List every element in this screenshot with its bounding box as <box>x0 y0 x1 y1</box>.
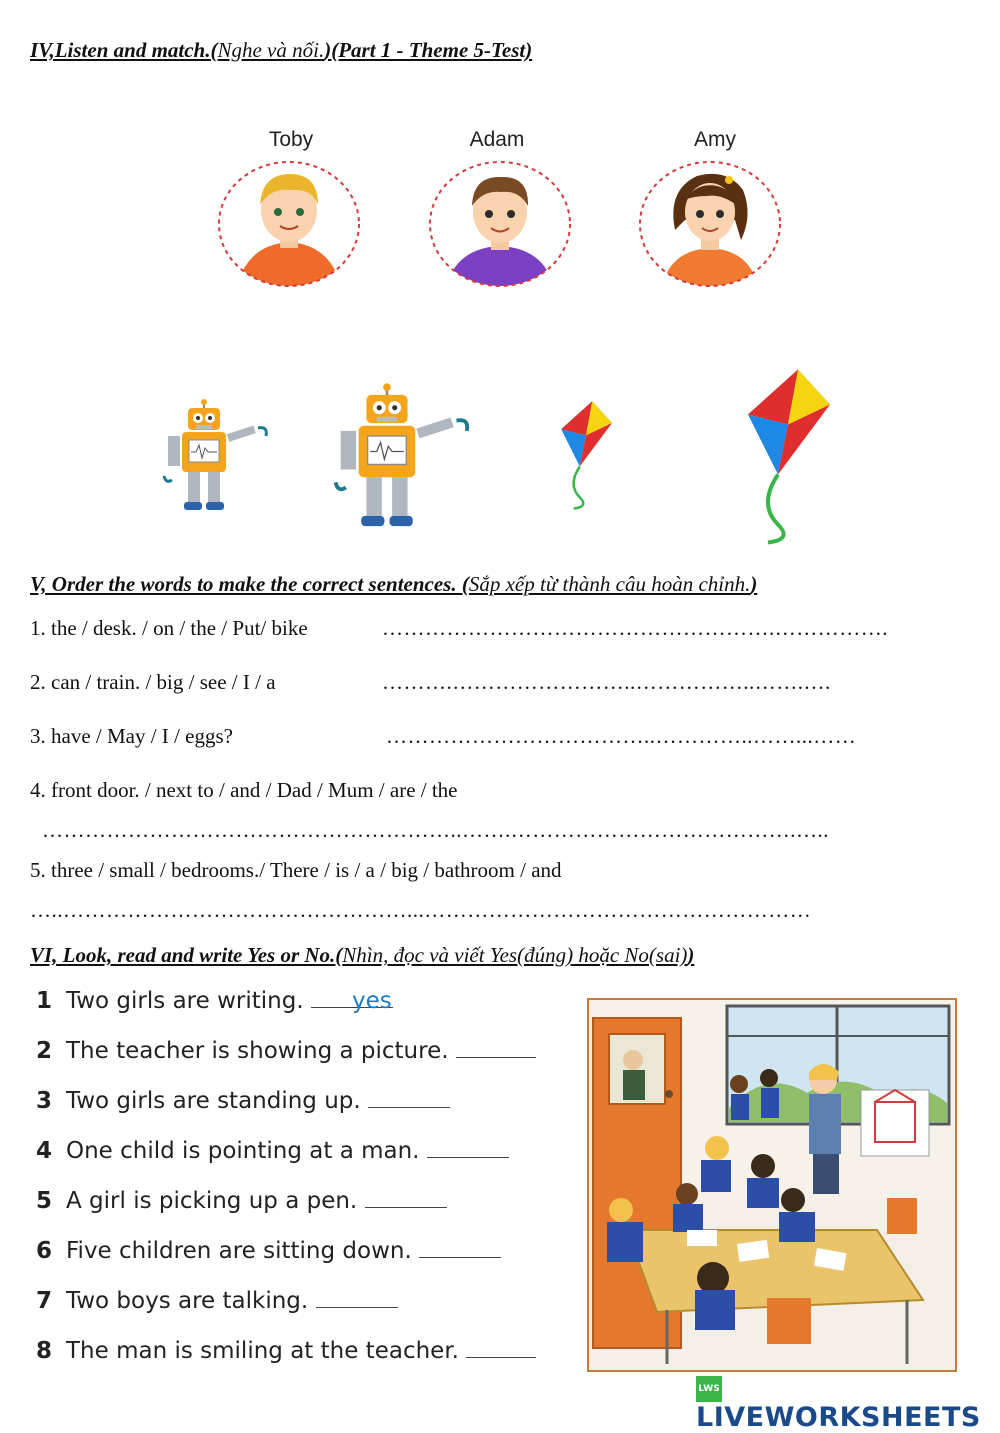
item-text: Two boys are talking. <box>66 1288 309 1314</box>
answer-blank-5[interactable] <box>365 1203 447 1208</box>
item-number: 4 <box>36 1138 53 1164</box>
order-answer-line-3[interactable]: ………………………………..…………..……...…… <box>386 724 857 748</box>
section-5-heading-main: V, Order the words to make the correct sentences. ( <box>30 572 469 596</box>
order-answer-line-5[interactable]: …..…………………………………………...……………………………………………… <box>30 898 812 922</box>
yes-no-item-1 <box>36 988 393 1014</box>
section-4-heading-main: IV,Listen and match.( <box>30 38 218 62</box>
item-number: 8 <box>36 1338 53 1364</box>
answer-blank-4[interactable] <box>427 1153 509 1158</box>
section-4-heading-tail: )(Part 1 - Theme 5-Test) <box>324 38 533 62</box>
section-5-heading-tail: ) <box>750 572 758 596</box>
item-text: One child is pointing at a man. <box>66 1138 420 1164</box>
yes-no-item-8 <box>36 1338 536 1364</box>
yes-no-item-2 <box>36 1038 536 1064</box>
yes-no-item-7 <box>36 1288 398 1314</box>
item-number: 5 <box>36 1188 53 1214</box>
order-answer-line-4[interactable]: …………………………………………………..…….………………………………….….. <box>42 818 829 842</box>
item-number: 2 <box>36 1038 53 1064</box>
answer-blank-6[interactable] <box>419 1253 501 1258</box>
item-text: A girl is picking up a pen. <box>66 1188 358 1214</box>
amy-portrait[interactable] <box>637 160 783 290</box>
answer-value-1: yes <box>352 988 392 1014</box>
big-kite-picture[interactable] <box>738 362 838 547</box>
small-robot-picture[interactable] <box>160 398 276 513</box>
item-text: The teacher is showing a picture. <box>66 1038 449 1064</box>
item-text: Two girls are standing up. <box>66 1088 361 1114</box>
liveworksheets-wordmark: LIVEWORKSHEETS <box>696 1402 981 1433</box>
item-text: Five children are sitting down. <box>66 1238 412 1264</box>
yes-no-item-4 <box>36 1138 509 1164</box>
name-toby: Toby <box>268 128 314 151</box>
yes-no-item-6 <box>36 1238 501 1264</box>
liveworksheets-logo[interactable] <box>696 1376 1000 1433</box>
section-6-heading <box>30 943 694 968</box>
item-number: 6 <box>36 1238 53 1264</box>
order-item-5: 5. three / small / bedrooms./ There / is / a / big / bathroom / and <box>30 858 562 882</box>
item-number: 3 <box>36 1088 53 1114</box>
yes-no-item-5 <box>36 1188 447 1214</box>
answer-blank-7[interactable] <box>316 1303 398 1308</box>
item-number: 1 <box>36 988 53 1014</box>
order-item-4: 4. front door. / next to / and / Dad / Mum / are / the <box>30 778 458 802</box>
answer-blank-2[interactable] <box>456 1053 536 1058</box>
item-text: Two girls are writing. <box>66 988 304 1014</box>
section-5-heading-vietnamese: Sắp xếp từ thành câu hoàn chỉnh. <box>468 572 751 596</box>
toby-portrait[interactable] <box>216 160 362 290</box>
item-number: 7 <box>36 1288 53 1314</box>
item-text: The man is smiling at the teacher. <box>66 1338 459 1364</box>
order-item-1: 1. the / desk. / on / the / Put/ bike <box>30 616 308 640</box>
section-4-heading <box>30 38 532 63</box>
classroom-picture[interactable] <box>587 998 957 1372</box>
liveworksheets-badge: LWS <box>696 1376 722 1402</box>
name-amy: Amy <box>694 128 736 151</box>
order-answer-line-2[interactable]: ……….……………………..……………..…….…. <box>382 670 831 694</box>
order-item-3: 3. have / May / I / eggs? <box>30 724 233 748</box>
answer-blank-8[interactable] <box>466 1353 536 1358</box>
small-kite-picture[interactable] <box>555 398 617 510</box>
yes-no-item-3 <box>36 1088 450 1114</box>
order-item-2: 2. can / train. / big / see / I / a <box>30 670 276 694</box>
big-robot-picture[interactable] <box>330 382 480 530</box>
name-adam: Adam <box>469 128 525 151</box>
adam-portrait[interactable] <box>427 160 573 290</box>
section-6-heading-vietnamese: Nhìn, đọc và viết Yes(đúng) hoặc No(sai) <box>342 943 688 967</box>
section-4-heading-vietnamese: Nghe và nối. <box>217 38 325 62</box>
section-6-heading-tail: ) <box>687 943 695 967</box>
section-6-heading-main: VI, Look, read and write Yes or No.( <box>30 943 343 967</box>
order-answer-line-1[interactable]: ……………………………………………….……………. <box>382 616 888 640</box>
answer-blank-3[interactable] <box>368 1103 450 1108</box>
section-5-heading <box>30 572 757 597</box>
